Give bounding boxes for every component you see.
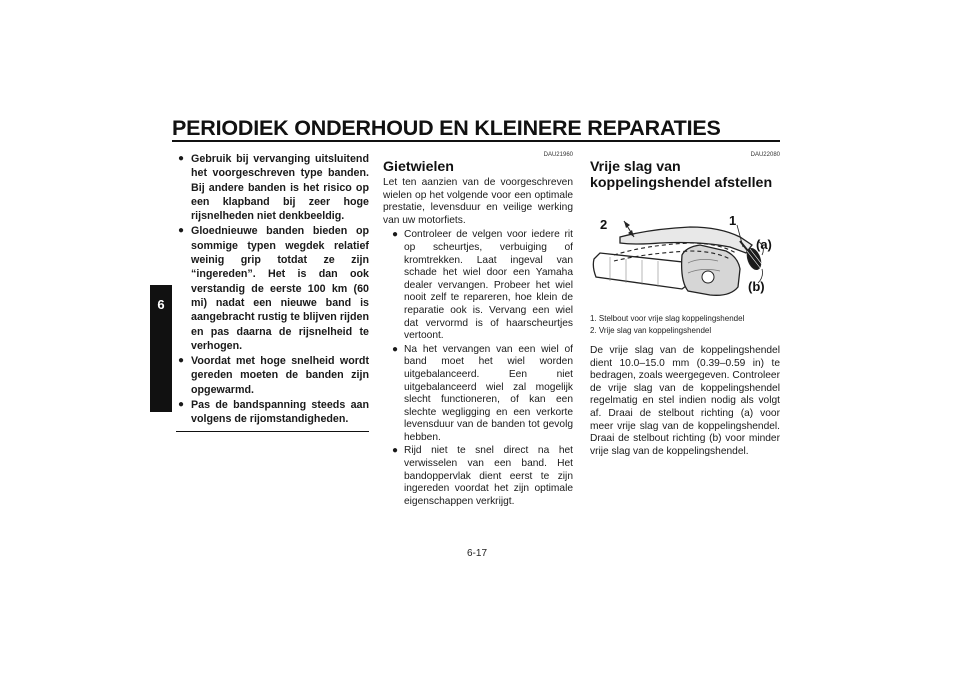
- page-title: PERIODIEK ONDERHOUD EN KLEINERE REPARATIES: [172, 116, 721, 140]
- column-warnings: [176, 152, 369, 432]
- chapter-tab: 6: [150, 285, 172, 412]
- body-paragraph: De vrije slag van de koppelingshendel dient 10.0–15.0 mm (0.39–0.59 in) te bedragen, zoals weergegeven. Controleer de vrije slag van de koppelingshendel regelmatig en stel indien nodig als volgt af. Draai de stelbout richting (a) voor meer vrije slag van de koppelingshendel. Draai de stelbout richting (b) voor minder vrije slag van de koppelingshendel.: [590, 345, 780, 457]
- bullet-icon: ●: [178, 355, 185, 367]
- page-number: 6-17: [467, 548, 488, 559]
- figure-label-b: (b): [748, 279, 765, 294]
- list-item: ● Controleer de velgen voor iedere rit op scheurtjes, verbuiging of kromtrekken. Laat ingeval van schade het wiel door een Yamaha dealer vervangen. Probeer het wiel nooit zelf te repareren, hoe klein de reparatie ook is. Vervang een wiel dat vervormd is of haarscheurtjes vertoont.: [392, 229, 573, 342]
- column-koppeling: [590, 152, 780, 458]
- figure-label-2: 2: [600, 217, 608, 232]
- bullet-icon: ●: [392, 343, 399, 355]
- caption-line: 1. Stelbout voor vrije slag koppelingshendel: [590, 314, 745, 323]
- warning-end-rule: [176, 431, 369, 433]
- section-heading: Vrije slag van koppelingshendel afstellen: [590, 159, 773, 191]
- caption-line: 2. Vrije slag van koppelingshendel: [590, 326, 712, 335]
- title-rule: [172, 140, 780, 142]
- bullet-icon: ●: [392, 229, 399, 241]
- list-item: ● Rijd niet te snel direct na het verwisselen van een band. Het bandoppervlak dient eerst te zijn ingereden voordat het zijn optimale eigenschappen verkrijgt.: [392, 445, 573, 507]
- warning-list: [176, 152, 369, 427]
- section-heading: Gietwielen: [383, 159, 454, 175]
- list-item: ● Na het vervangen van een wiel of band moet het wiel worden uitgebalanceerd. Een niet uitgebalanceerd wiel zal mogelijk slecht functioneren, of kan een slechte wegligging en een verkorte levensduur van de banden tot gevolg hebben.: [392, 343, 573, 443]
- intro-paragraph: Let ten aanzien van de voorgeschreven wielen op het volgende voor een optimale prestatie, levensduur en veilige werking van uw motorfiets.: [383, 177, 573, 226]
- column-gietwielen: [383, 152, 573, 509]
- warning-item: ● Gloednieuwe banden bieden op sommige typen wegdek relatief weinig grip totdat ze zijn “ingereden”. Het is dan ook verstandig de eerste 100 km (60 mi) nadat een nieuwe band is aangebracht rustig te blijven rijden en pas daarna de rijsnelheid te verhogen.: [178, 225, 369, 352]
- clutch-lever-figure: [590, 197, 780, 303]
- bullet-icon: ●: [178, 153, 185, 164]
- section-code: DAU22080: [750, 152, 780, 158]
- section-code: DAU21960: [543, 152, 573, 158]
- bullet-icon: ●: [178, 225, 185, 237]
- figure-label-a: (a): [756, 237, 772, 252]
- bullet-icon: ●: [392, 445, 399, 457]
- wheel-list: [383, 229, 573, 508]
- warning-item: ● Pas de bandspanning steeds aan volgens de rijomstandigheden.: [178, 399, 369, 426]
- bullet-icon: ●: [178, 399, 185, 411]
- figure-caption: [590, 313, 780, 337]
- warning-item: ● Voordat met hoge snelheid wordt gereden moeten de banden zijn opgewarmd.: [178, 355, 369, 396]
- figure-label-1: 1: [729, 213, 737, 228]
- warning-item: ● Gebruik bij vervanging uitsluitend het voorgeschreven type banden. Bij andere banden is het risico op een klapband bij zeer hoge rijsnelheden niet denkbeeldig.: [178, 153, 369, 223]
